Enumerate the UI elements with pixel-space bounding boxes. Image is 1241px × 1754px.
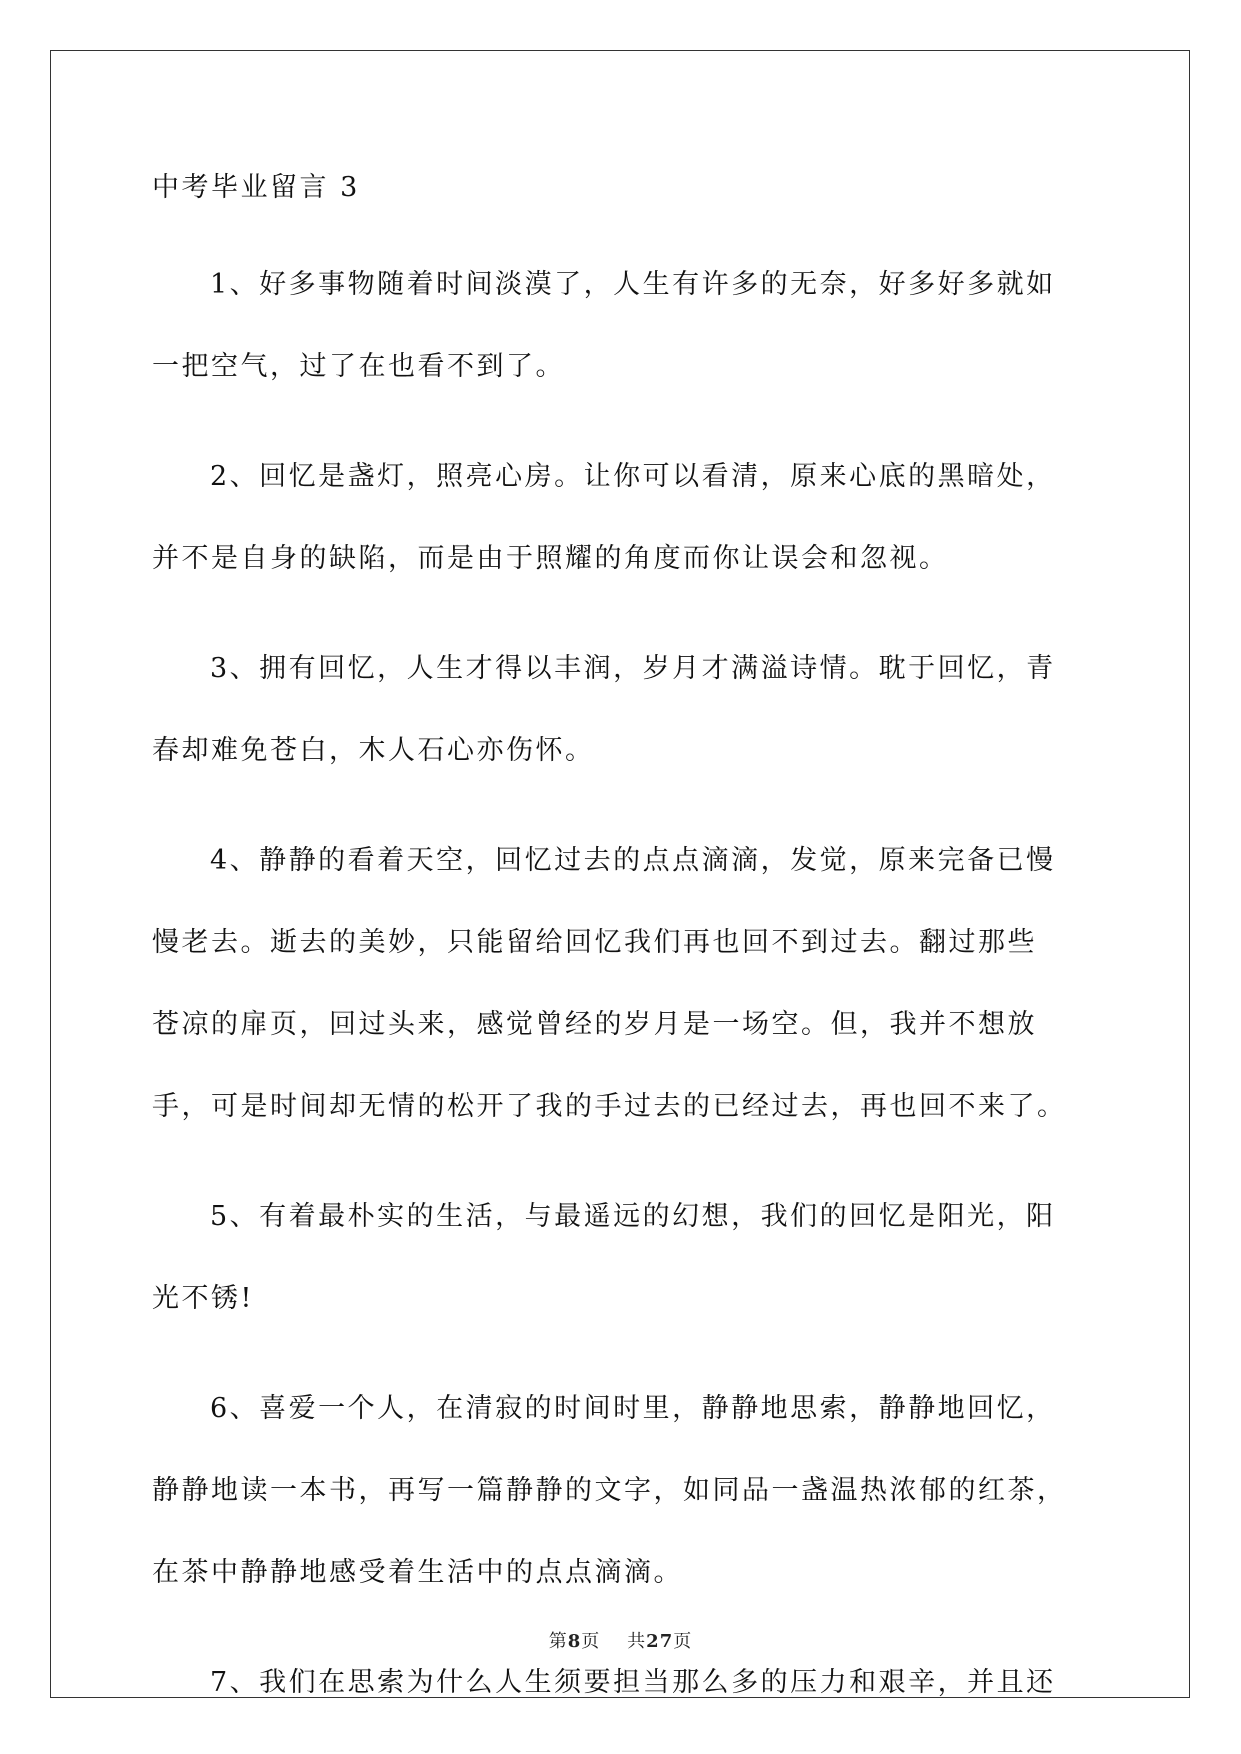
paragraph-line: 在茶中静静地感受着生活中的点点滴滴。 <box>152 1557 683 1588</box>
current-page-number: 8 <box>567 1631 582 1652</box>
total-prefix: 共 <box>627 1631 647 1652</box>
paragraph-line: 2、回忆是盏灯，照亮心房。让你可以看清，原来心底的黑暗处， <box>210 461 1056 492</box>
paragraph-line: 3、拥有回忆，人生才得以丰润，岁月才满溢诗情。耽于回忆，青 <box>210 653 1056 684</box>
page-footer <box>0 1627 1241 1653</box>
paragraph-line: 5、有着最朴实的生活，与最遥远的幻想，我们的回忆是阳光，阳 <box>210 1201 1056 1232</box>
paragraph-7 <box>152 1642 1096 1724</box>
page-prefix: 第 <box>548 1631 568 1652</box>
paragraph-line: 手，可是时间却无情的松开了我的手过去的已经过去，再也回不来了。 <box>152 1091 1067 1122</box>
page-number-label <box>549 1631 601 1652</box>
document-body <box>152 160 1096 1724</box>
paragraph-line: 春却难免苍白，木人石心亦伤怀。 <box>152 735 595 766</box>
paragraph-line: 静静地读一本书，再写一篇静静的文字，如同品一盏温热浓郁的红茶， <box>152 1475 1067 1506</box>
paragraph-4 <box>152 820 1096 1148</box>
page-unit: 页 <box>581 1631 601 1652</box>
paragraph-line: 6、喜爱一个人，在清寂的时间时里，静静地思索，静静地回忆， <box>210 1393 1056 1424</box>
paragraph-3 <box>152 628 1096 792</box>
paragraph-line: 并不是自身的缺陷，而是由于照耀的角度而你让误会和忽视。 <box>152 543 949 574</box>
page-total-label <box>627 1631 692 1652</box>
paragraph-line: 慢老去。逝去的美妙，只能留给回忆我们再也回不到过去。翻过那些 <box>152 927 1037 958</box>
total-page-count: 27 <box>646 1631 674 1652</box>
paragraph-1 <box>152 244 1096 408</box>
total-unit: 页 <box>673 1631 693 1652</box>
paragraph-line: 光不锈! <box>152 1283 254 1314</box>
document-title: 中考毕业留言 3 <box>152 172 360 203</box>
paragraph-line: 4、静静的看着天空，回忆过去的点点滴滴，发觉，原来完备已慢 <box>210 845 1056 876</box>
paragraph-line: 苍凉的扉页，回过头来，感觉曾经的岁月是一场空。但，我并不想放 <box>152 1009 1037 1040</box>
paragraph-line: 1、好多事物随着时间淡漠了，人生有许多的无奈，好多好多就如 <box>210 269 1056 300</box>
paragraph-line: 7、我们在思索为什么人生须要担当那么多的压力和艰辛，并且还 <box>210 1667 1056 1698</box>
paragraph-6 <box>152 1368 1096 1614</box>
paragraph-2 <box>152 436 1096 600</box>
paragraph-line: 一把空气，过了在也看不到了。 <box>152 351 565 382</box>
paragraph-5 <box>152 1176 1096 1340</box>
